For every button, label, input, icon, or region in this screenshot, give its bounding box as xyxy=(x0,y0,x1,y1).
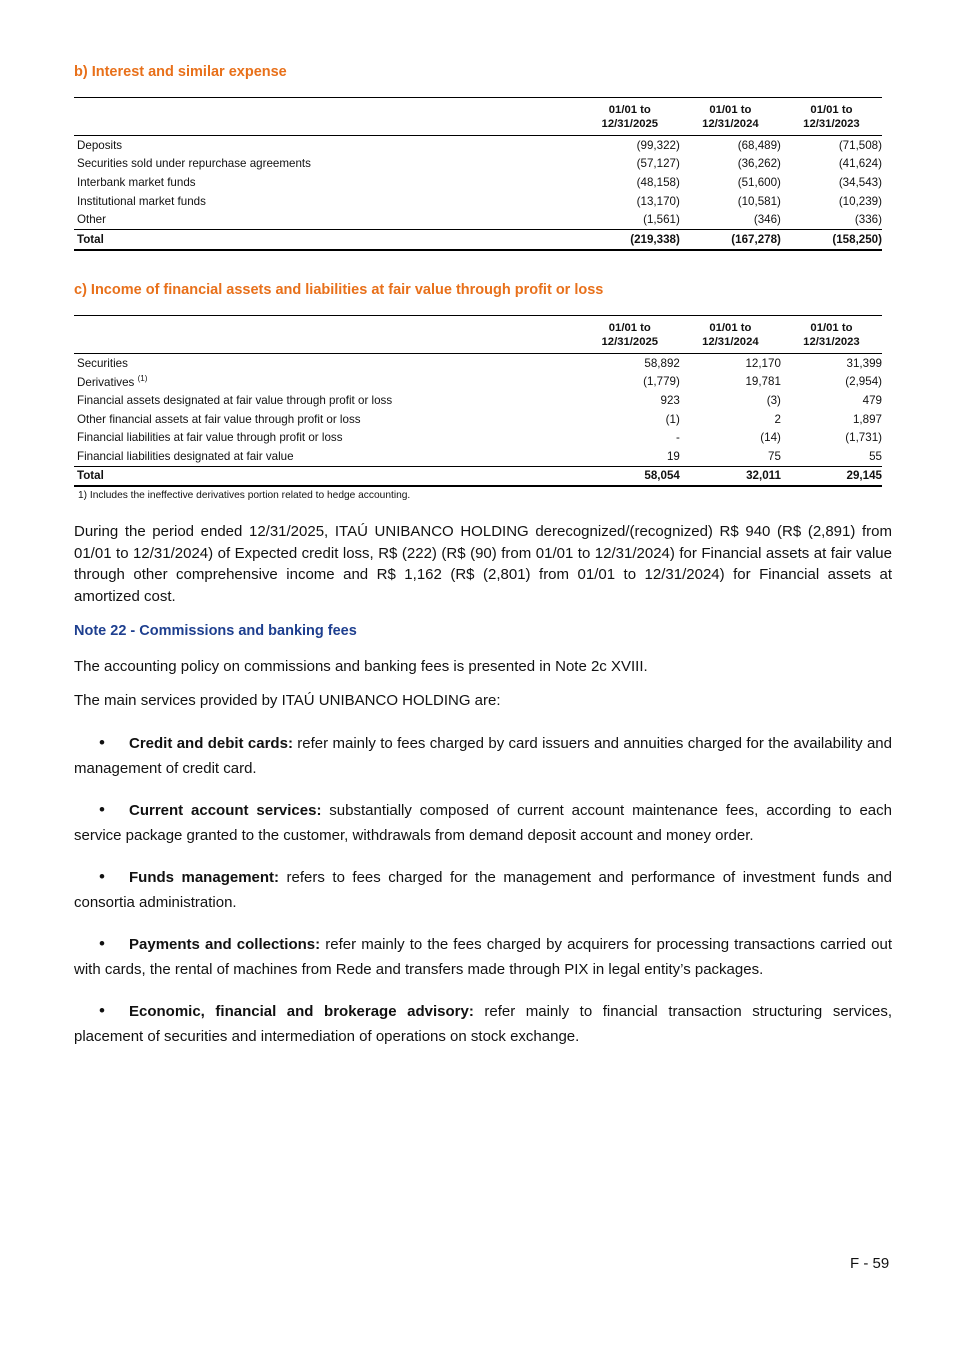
table-header-row xyxy=(74,316,882,354)
cell-value: (1,561) xyxy=(643,213,680,227)
bullet-item xyxy=(74,998,892,1049)
table-row xyxy=(74,354,882,373)
cell-value: 32,011 xyxy=(680,466,781,486)
cell-value: (1) xyxy=(665,412,680,426)
cell-value: 1,897 xyxy=(852,412,882,426)
cell-value: 29,145 xyxy=(781,466,882,486)
cell-value: 19,781 xyxy=(745,375,781,389)
row-label: Derivatives xyxy=(77,376,135,390)
bullet-term: Credit and debit cards: xyxy=(129,735,293,752)
cell-value: (346) xyxy=(753,213,781,227)
cell-value: (219,338) xyxy=(580,229,680,249)
page-number: F - 59 xyxy=(850,1255,890,1272)
cell-value: 19 xyxy=(666,449,680,463)
bullet-text: refer mainly to financial transaction structuring services, placement of securities and intermediation of operations on stock exchange. xyxy=(74,1003,893,1045)
cell-value: (167,278) xyxy=(680,229,781,249)
bullet-icon: • xyxy=(99,733,105,752)
cell-value: (71,508) xyxy=(838,138,882,152)
total-row xyxy=(74,229,882,249)
footnote-marker: (1) xyxy=(137,374,148,384)
row-label: Financial assets designated at fair value through profit or loss xyxy=(77,393,393,407)
column-header: 01/01 to 12/31/2024 xyxy=(702,322,759,348)
table-row xyxy=(74,373,882,392)
cell-value: (68,489) xyxy=(737,138,781,152)
cell-value: (41,624) xyxy=(838,157,882,171)
section-b-title: b) Interest and similar expense xyxy=(74,64,287,80)
table-row xyxy=(74,210,882,229)
cell-value: 2 xyxy=(774,412,781,426)
cell-value: 58,054 xyxy=(580,466,680,486)
cell-value: (1,779) xyxy=(643,375,680,389)
bullet-item xyxy=(74,864,892,915)
fair-value-income-table xyxy=(74,315,882,487)
cell-value: 923 xyxy=(660,393,680,407)
table-row xyxy=(74,173,882,192)
row-label: Total xyxy=(74,229,580,249)
cell-value: (57,127) xyxy=(636,157,680,171)
table-row xyxy=(74,391,882,410)
cell-value: - xyxy=(675,431,680,445)
cell-value: (99,322) xyxy=(636,138,680,152)
intro-paragraph: The main services provided by ITAÚ UNIBANCO HOLDING are: xyxy=(74,692,501,709)
row-label: Securities xyxy=(77,356,128,370)
bullet-item xyxy=(74,730,892,781)
bullet-term: Payments and collections: xyxy=(129,936,321,953)
column-header: 01/01 to 12/31/2023 xyxy=(803,104,860,130)
cell-value: (2,954) xyxy=(845,375,882,389)
row-label: Deposits xyxy=(77,138,123,152)
body-paragraph: During the period ended 12/31/2025, ITAÚ UNIBANCO HOLDING derecognized/(recognized) R$ 940 (R$ (2,891) from 01/01 to 12/31/2024) of Expected credit loss, R$ (222) (R$ (90) from 01/01 to 12/31/2024) for Financial assets at fair value through other comprehensive income and R$ 1,162 (R$ (2,801) from 01/01 to 12/31/2024) for Financial assets at amortized cost. xyxy=(74,523,892,605)
row-label: Interbank market funds xyxy=(77,175,196,189)
bullet-text: refer mainly to fees charged by card issuers and annuities charged for the availability and management of credit card. xyxy=(74,735,892,777)
note-22-title: Note 22 - Commissions and banking fees xyxy=(74,623,357,639)
cell-value: (34,543) xyxy=(838,175,882,189)
bullet-text: substantially composed of current account maintenance fees, according to each service package granted to the customer, withdrawals from demand deposit account and money order. xyxy=(74,802,892,844)
bullet-item xyxy=(74,797,892,848)
cell-value: 12,170 xyxy=(745,356,781,370)
cell-value: (3) xyxy=(766,393,781,407)
bullet-icon: • xyxy=(99,1001,105,1020)
table-footnote: 1) Includes the ineffective derivatives portion related to hedge accounting. xyxy=(78,490,411,501)
bullet-icon: • xyxy=(99,867,105,886)
cell-value: (48,158) xyxy=(636,175,680,189)
row-label: Securities sold under repurchase agreements xyxy=(77,157,311,171)
cell-value: 31,399 xyxy=(846,356,882,370)
cell-value: (36,262) xyxy=(737,157,781,171)
bullet-term: Current account services: xyxy=(129,802,322,819)
total-row xyxy=(74,466,882,486)
cell-value: (158,250) xyxy=(781,229,882,249)
policy-paragraph: The accounting policy on commissions and banking fees is presented in Note 2c XVIII. xyxy=(74,658,648,675)
table-row xyxy=(74,410,882,429)
bullet-icon: • xyxy=(99,800,105,819)
section-c-title: c) Income of financial assets and liabilities at fair value through profit or loss xyxy=(74,282,604,298)
row-label: Total xyxy=(74,466,580,486)
row-label: Financial liabilities at fair value through profit or loss xyxy=(77,431,343,445)
column-header: 01/01 to 12/31/2025 xyxy=(601,104,659,130)
cell-value: 55 xyxy=(869,449,882,463)
table-row xyxy=(74,155,882,174)
cell-value: (13,170) xyxy=(636,194,680,208)
cell-value: (51,600) xyxy=(737,175,781,189)
row-label: Financial liabilities designated at fair value xyxy=(77,449,294,463)
bullet-text: refer mainly to the fees charged by acquirers for processing transactions carried out with cards, the rental of machines from Rede and transfers made through PIX in legal entity’s packages. xyxy=(74,936,892,978)
table-row xyxy=(74,192,882,211)
table-row xyxy=(74,447,882,466)
column-header: 01/01 to 12/31/2025 xyxy=(601,322,659,348)
cell-value: 479 xyxy=(862,393,882,407)
cell-value: (10,239) xyxy=(838,194,882,208)
cell-value: 58,892 xyxy=(644,356,680,370)
cell-value: (10,581) xyxy=(737,194,781,208)
bullet-item xyxy=(74,931,892,982)
cell-value: (14) xyxy=(760,431,781,445)
row-label-cell xyxy=(74,373,580,392)
row-label: Other xyxy=(77,213,106,227)
row-label: Other financial assets at fair value through profit or loss xyxy=(77,412,361,426)
bullet-term: Funds management: xyxy=(129,869,280,886)
column-header: 01/01 to 12/31/2024 xyxy=(702,104,759,130)
bullet-term: Economic, financial and brokerage advisory: xyxy=(129,1003,474,1020)
cell-value: (336) xyxy=(854,213,882,227)
table-row xyxy=(74,428,882,447)
cell-value: (1,731) xyxy=(845,431,882,445)
table-row xyxy=(74,136,882,155)
bullet-text: refers to fees charged for the management and performance of investment funds and consortia administration. xyxy=(74,869,892,911)
bullet-icon: • xyxy=(99,934,105,953)
row-label: Institutional market funds xyxy=(77,194,206,208)
cell-value: 75 xyxy=(768,449,781,463)
table-header-row xyxy=(74,98,882,136)
interest-expense-table xyxy=(74,97,882,251)
column-header: 01/01 to 12/31/2023 xyxy=(803,322,860,348)
